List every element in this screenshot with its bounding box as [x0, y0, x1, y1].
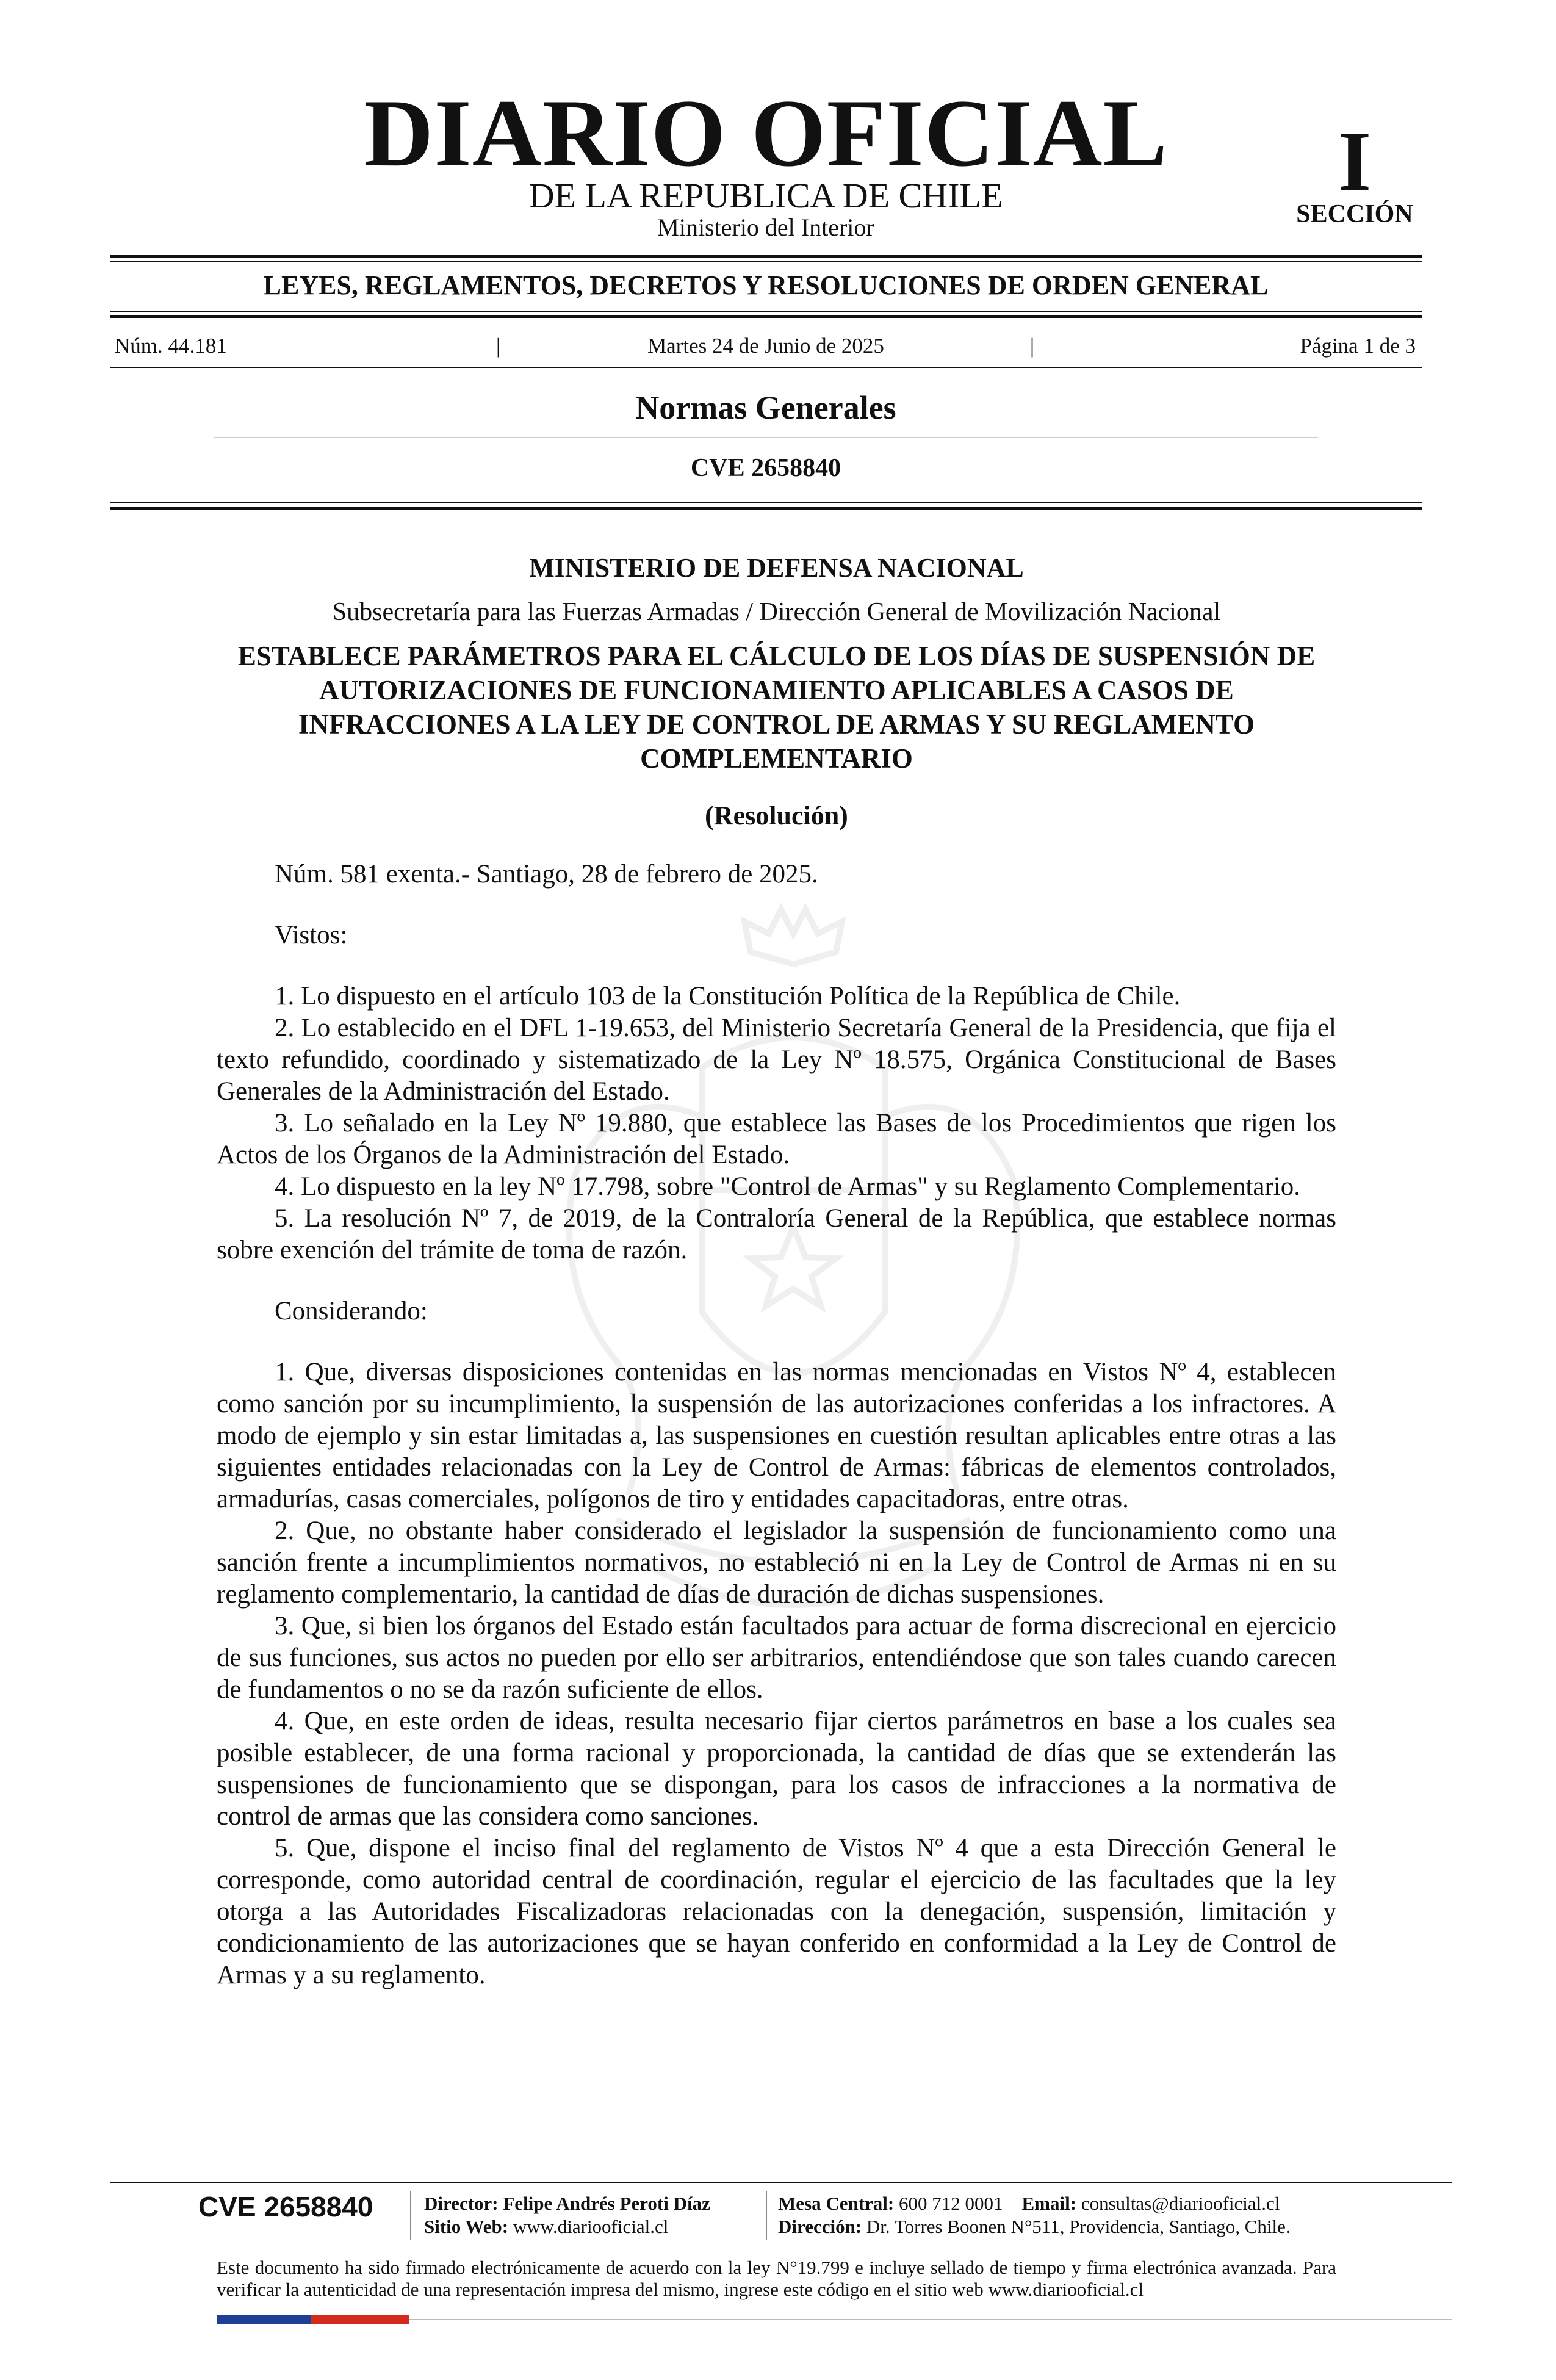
resolution-title: ESTABLECE PARÁMETROS PARA EL CÁLCULO DE LOS DÍAS DE SUSPENSIÓN DE AUTORIZACIONES DE FUNCIONAMIENTO APLICABLES A CASOS DE INFRACCIONES A LA LEY DE CONTROL DE ARMAS Y SU REGLAMENTO COMPLEMENTARIO	[237, 641, 1316, 774]
masthead-rule-thick	[110, 255, 1422, 258]
subtitle-rule-thin	[110, 311, 1422, 312]
section-label: SECCIÓN	[1296, 200, 1413, 228]
cve-code: CVE 2658840	[690, 454, 841, 482]
issue-separator: |	[496, 334, 501, 358]
email-link[interactable]: consultas@diariooficial.cl	[1081, 2193, 1280, 2214]
masthead-ministry: Ministerio del Interior	[657, 214, 874, 241]
mesa-phone: 600 712 0001	[899, 2193, 1003, 2214]
visto-item: 5. La resolución Nº 7, de 2019, de la Contraloría General de la República, que establece normas sobre exención del trámite de toma de razón.	[217, 1204, 1336, 1264]
header-rule-thin	[110, 502, 1422, 503]
header-rule-thick	[110, 507, 1422, 510]
website-link[interactable]: www.diariooficial.cl	[513, 2216, 669, 2237]
considerando-label: Considerando:	[275, 1297, 428, 1325]
subtitle-bar: LEYES, REGLAMENTOS, DECRETOS Y RESOLUCIONES DE ORDEN GENERAL	[263, 270, 1269, 300]
web-label: Sitio Web:	[424, 2216, 509, 2237]
issue-separator: |	[1030, 334, 1035, 358]
document-subsecretaria: Subsecretaría para las Fuerzas Armadas / Dirección General de Movilización Nacional	[332, 598, 1221, 626]
section-divider	[214, 437, 1318, 438]
section-number: I	[1338, 114, 1372, 209]
masthead-title: DIARIO OFICIAL	[364, 80, 1168, 187]
masthead-subtitle: DE LA REPUBLICA DE CHILE	[528, 176, 1003, 215]
resolution-type: (Resolución)	[705, 801, 848, 831]
section-heading: Normas Generales	[635, 389, 896, 426]
subtitle-rule-thick	[110, 315, 1422, 318]
considerando-list	[217, 1357, 1336, 1991]
visto-item: 2. Lo establecido en el DFL 1-19.653, del Ministerio Secretaría General de la Presidencia, que fija el texto refundido, coordinado y sistematizado de la Ley Nº 18.575, Orgánica Constitucional de Bases Generales de la Administración del Estado.	[217, 1014, 1336, 1106]
mesa-label: Mesa Central:	[778, 2193, 895, 2214]
issue-bar	[110, 334, 1422, 358]
footer-director-block	[424, 2192, 766, 2238]
visto-item: 4. Lo dispuesto en la ley Nº 17.798, sobre "Control de Armas" y su Reglamento Complementario.	[275, 1172, 1300, 1201]
footer-rule-bottom	[409, 2319, 1452, 2320]
considerando-item: 2. Que, no obstante haber considerado el legislador la suspensión de funcionamiento como una sanción frente a incumplimientos normativos, no estableció ni en la Ley de Control de Armas ni en su reglamento complementario, la cantidad de días de duración de dichas suspensiones.	[217, 1516, 1336, 1609]
footer-divider	[410, 2191, 411, 2240]
issue-rule	[110, 367, 1422, 368]
director-name: Felipe Andrés Peroti Díaz	[503, 2193, 710, 2214]
flag-stripe-icon	[217, 2315, 409, 2324]
vistos-label: Vistos:	[275, 921, 348, 950]
address-label: Dirección:	[778, 2216, 862, 2237]
considerando-item: 3. Que, si bien los órganos del Estado están facultados para actuar de forma discrecional en ejercicio de sus funciones, sus actos no pueden por ello ser arbitrarios, entendiéndose que son tales cuando carecen de fundamentos o no se da razón suficiente de ellos.	[217, 1612, 1336, 1704]
document-body	[217, 552, 1336, 1991]
footer-contact-block	[778, 2192, 1345, 2238]
footer-rule-top	[110, 2182, 1452, 2183]
issue-number: Núm. 44.181	[115, 334, 227, 358]
visto-item: 1. Lo dispuesto en el artículo 103 de la Constitución Política de la República de Chile.	[275, 982, 1181, 1011]
considerando-item: 1. Que, diversas disposiciones contenidas en las normas mencionadas en Vistos Nº 4, establecen como sanción por su incumplimiento, la suspensión de las autorizaciones conferidas a los infractores. A modo de ejemplo y sin estar limitadas a, las suspensiones en cuestión resultan aplicables entre otras a las siguientes entidades relacionadas con la Ley de Control de Armas: fábricas de elementos controlados, armadurías, casas comerciales, polígonos de tiro y entidades capacitadoras, entre otras.	[217, 1358, 1336, 1513]
document-ministry: MINISTERIO DE DEFENSA NACIONAL	[529, 553, 1024, 583]
footer-divider	[766, 2191, 767, 2240]
issue-date: Martes 24 de Junio de 2025	[647, 334, 884, 358]
footer-signature-note: Este documento ha sido firmado electrónicamente de acuerdo con la ley N°19.799 e incluye sellado de tiempo y firma electrónica avanzada. Para verificar la autenticidad de una representación impresa del mismo, ingrese este código en el sitio web www.diariooficial.cl	[217, 2257, 1336, 2300]
considerando-item: 4. Que, en este orden de ideas, resulta necesario fijar ciertos parámetros en base a los cuales sea posible establecer, de una forma racional y proporcionada, la cantidad de días que se extenderán las suspensiones de funcionamiento que se dispongan, para los casos de infracciones a la normativa de control de armas que las considera como sanciones.	[217, 1707, 1336, 1831]
considerando-item: 5. Que, dispone el inciso final del reglamento de Vistos Nº 4 que a esta Dirección General le corresponde, como autoridad central de coordinación, regular el ejercicio de las facultades que la ley otorga a las Autoridades Fiscalizadoras relacionadas con la denegación, suspensión, limitación y condicionamiento de las autorizaciones que se hayan conferido en conformidad a la Ley de Control de Armas y a su reglamento.	[217, 1834, 1336, 1989]
visto-item: 3. Lo señalado en la Ley Nº 19.880, que establece las Bases de los Procedimientos que rigen los Actos de los Órganos de la Administración del Estado.	[217, 1109, 1336, 1169]
issue-page: Página 1 de 3	[1300, 334, 1416, 358]
footer-cve-code: CVE 2658840	[198, 2191, 373, 2223]
director-label: Director:	[424, 2193, 499, 2214]
email-label: Email:	[1021, 2193, 1077, 2214]
masthead-rule-thin	[110, 261, 1422, 262]
address-value: Dr. Torres Boonen N°511, Providencia, Santiago, Chile.	[866, 2216, 1291, 2237]
vistos-list	[217, 981, 1336, 1266]
resolution-number-line: Núm. 581 exenta.- Santiago, 28 de febrero de 2025.	[275, 860, 818, 889]
